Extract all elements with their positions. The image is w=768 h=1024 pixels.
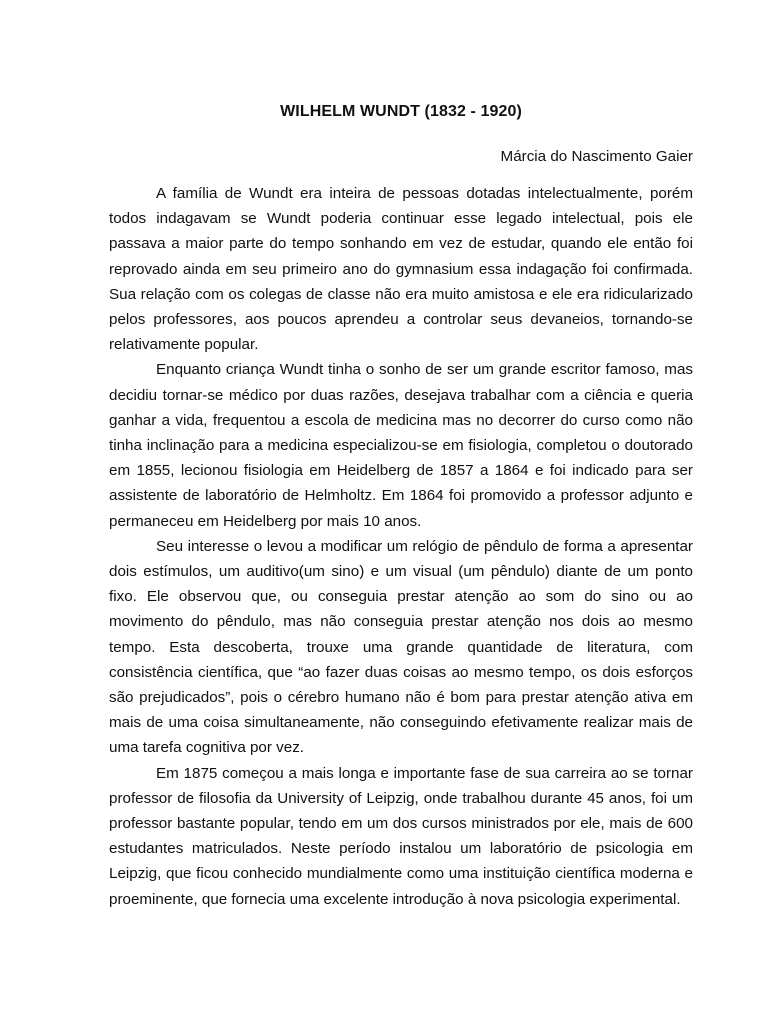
document-title: WILHELM WUNDT (1832 - 1920) xyxy=(280,103,522,120)
paragraph: A família de Wundt era inteira de pessoas dotadas intelectualmente, porém todos indagavam se Wundt poderia continuar esse legado intelectual, pois ele passava a maior parte do tempo sonhando em vez de estudar, quando ele então foi reprovado ainda em seu primeiro ano do gymnasium essa indagação foi confirmada. Sua relação com os colegas de classe não era muito amistosa e ele era ridicularizado pelos professores, aos poucos aprendeu a controlar seus devaneios, tornando-se relativamente popular. xyxy=(109,185,693,354)
document-body xyxy=(109,181,693,912)
paragraph: Em 1875 começou a mais longa e importante fase de sua carreira ao se tornar professor de filosofia da University of Leipzig, onde trabalhou durante 45 anos, foi um professor bastante popular, tendo em um dos cursos ministrados por ele, mais de 600 estudantes matriculados. Neste período instalou um laboratório de psicologia em Leipzig, que ficou conhecido mundialmente como uma instituição científica moderna e proeminente, que fornecia uma excelente introdução à nova psicologia experimental. xyxy=(109,764,693,908)
paragraph: Seu interesse o levou a modificar um relógio de pêndulo de forma a apresentar dois estímulos, um auditivo(um sino) e um visual (um pêndulo) diante de um ponto fixo. Ele observou que, ou conseguia prestar atenção ao som do sino ou ao movimento do pêndulo, mas não conseguia prestar atenção nos dois ao mesmo tempo. Esta descoberta, trouxe uma grande quantidade de literatura, com consistência científica, que “ao fazer duas coisas ao mesmo tempo, os dois esforços são prejudicados”, pois o cérebro humano não é bom para prestar atenção ativa em mais de uma coisa simultaneamente, não conseguindo efetivamente realizar mais de uma tarefa cognitiva por vez. xyxy=(109,537,693,757)
author-name: Márcia do Nascimento Gaier xyxy=(500,148,693,165)
paragraph: Enquanto criança Wundt tinha o sonho de ser um grande escritor famoso, mas decidiu tornar-se médico por duas razões, desejava trabalhar com a ciência e queria ganhar a vida, frequentou a escola de medicina mas no decorrer do curso como não tinha inclinação para a medicina especializou-se em fisiologia, completou o doutorado em 1855, lecionou fisiologia em Heidelberg de 1857 a 1864 e foi indicado para ser assistente de laboratório de Helmholtz. Em 1864 foi promovido a professor adjunto e permaneceu em Heidelberg por mais 10 anos. xyxy=(109,361,693,530)
